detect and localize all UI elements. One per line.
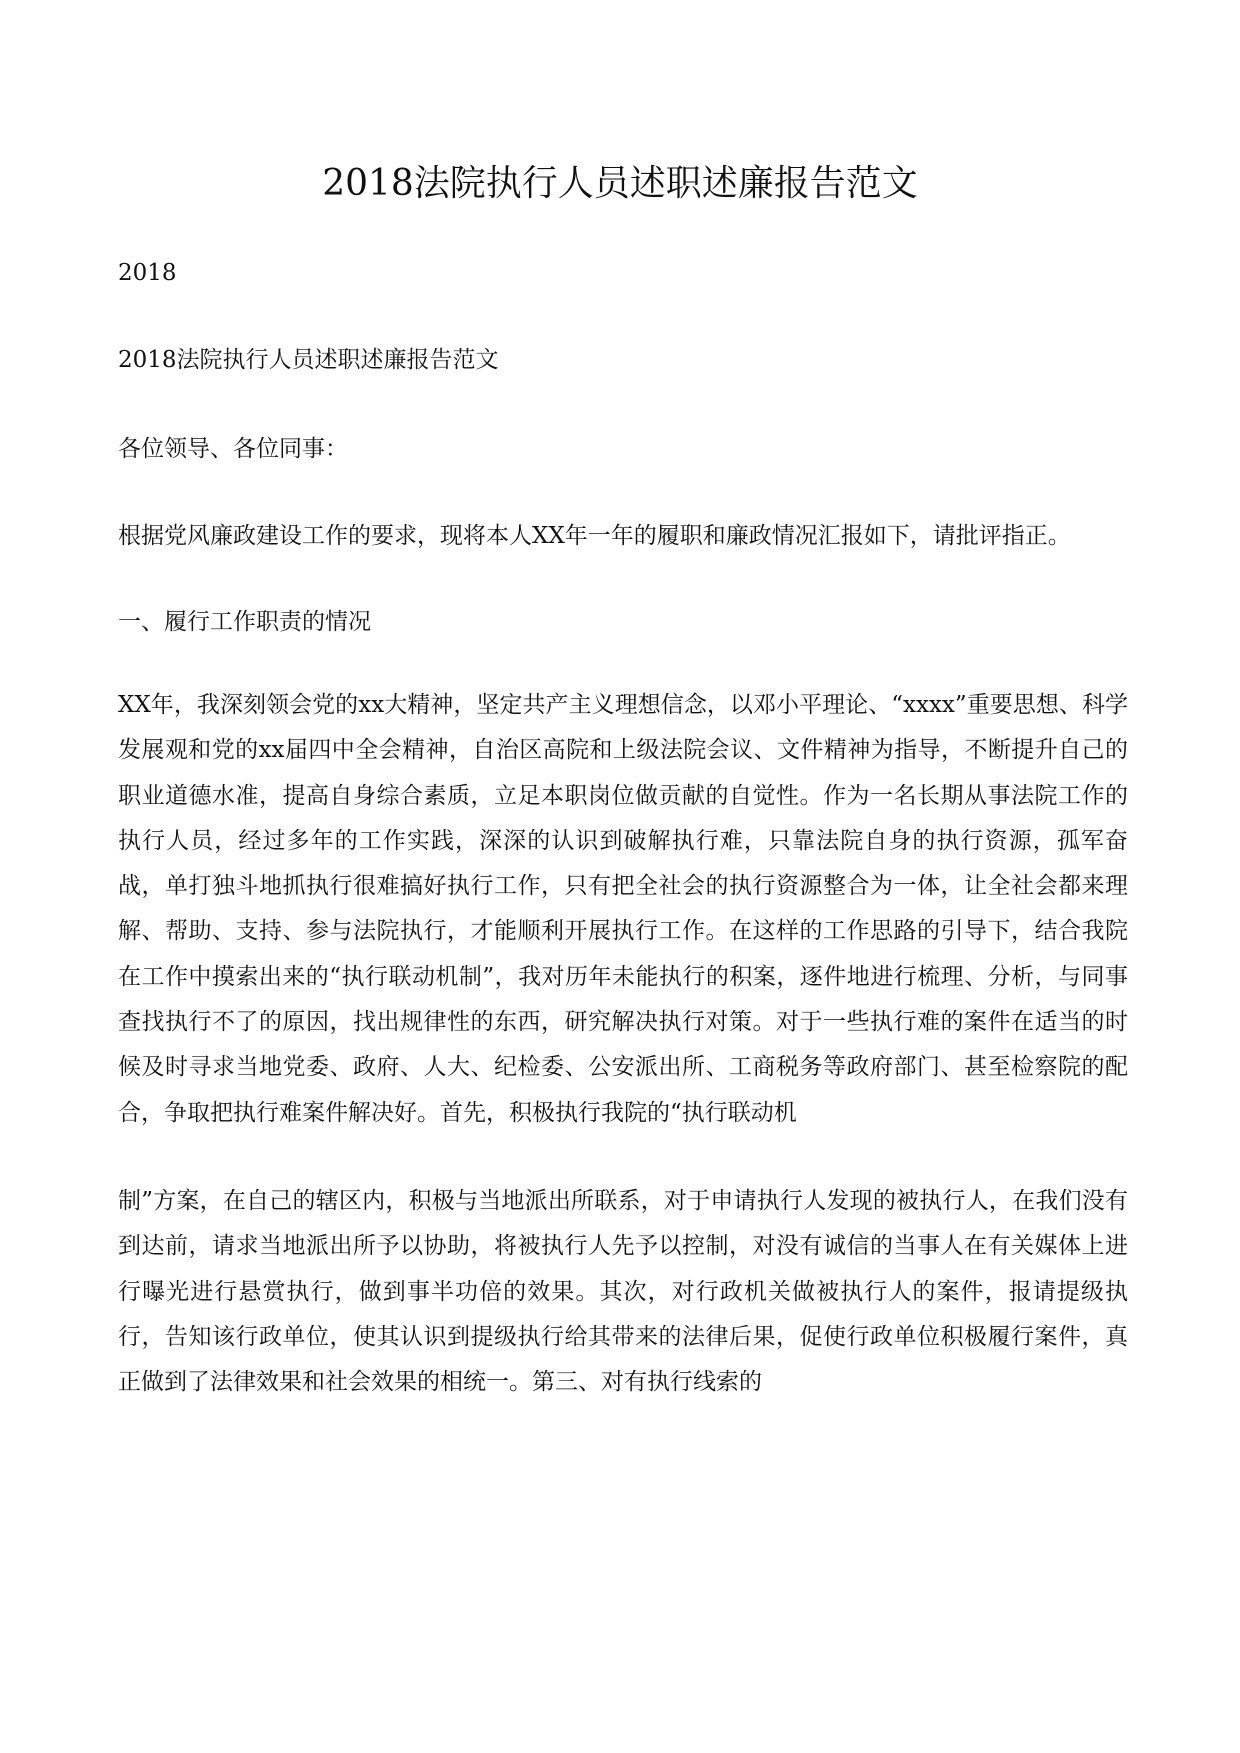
year-line: 2018 — [118, 260, 177, 286]
subtitle-line: 2018法院执行人员述职述廉报告范文 — [118, 347, 499, 373]
salutation: 各位领导、各位同事： — [118, 436, 348, 462]
body-paragraph-1: XX年，我深刻领会党的xx大精神，坚定共产主义理想信念，以邓小平理论、“xxxx”重要思想、科学发展观和党的xx届四中全会精神，自治区高院和上级法院会议、文件精神为指导，不断提升自己的职业道德水准，提高自身综合素质，立足本职岗位做贡献的自觉性。作为一名长期从事法院工作的执行人员，经过多年的工作实践，深深的认识到破解执行难，只靠法院自身的执行资源，孤军奋战，单打独斗地抓执行很难搞好执行工作，只有把全社会的执行资源整合为一体，让全社会都来理解、帮助、支持、参与法院执行，才能顺利开展执行工作。在这样的工作思路的引导下，结合我院在工作中摸索出来的“执行联动机制”，我对历年未能执行的积案，逐件地进行梳理、分析，与同事查找执行不了的原因，找出规律性的东西，研究解决执行对策。对于一些执行难的案件在适当的时候及时寻求当地党委、政府、人大、纪检委、公安派出所、工商税务等政府部门、甚至检察院的配合，争取把执行难案件解决好。首先，积极执行我院的“执行联动机 — [118, 692, 1128, 1126]
document-title: 2018法院执行人员述职述廉报告范文 — [322, 163, 918, 204]
body-paragraph-2: 制”方案，在自己的辖区内，积极与当地派出所联系，对于申请执行人发现的被执行人，在我们没有到达前，请求当地派出所予以协助，将被执行人先予以控制，对没有诚信的当事人在有关媒体上进行曝光进行悬赏执行，做到事半功倍的效果。其次，对行政机关做被执行人的案件，报请提级执行，告知该行政单位，使其认识到提级执行给其带来的法律后果，促使行政单位积极履行案件，真正做到了法律效果和社会效果的相统一。第三、对有执行线索的 — [118, 1188, 1128, 1396]
intro-paragraph: 根据党风廉政建设工作的要求，现将本人XX年一年的履职和廉政情况汇报如下，请批评指正。 — [118, 523, 1071, 549]
section-heading: 一、履行工作职责的情况 — [118, 609, 371, 635]
